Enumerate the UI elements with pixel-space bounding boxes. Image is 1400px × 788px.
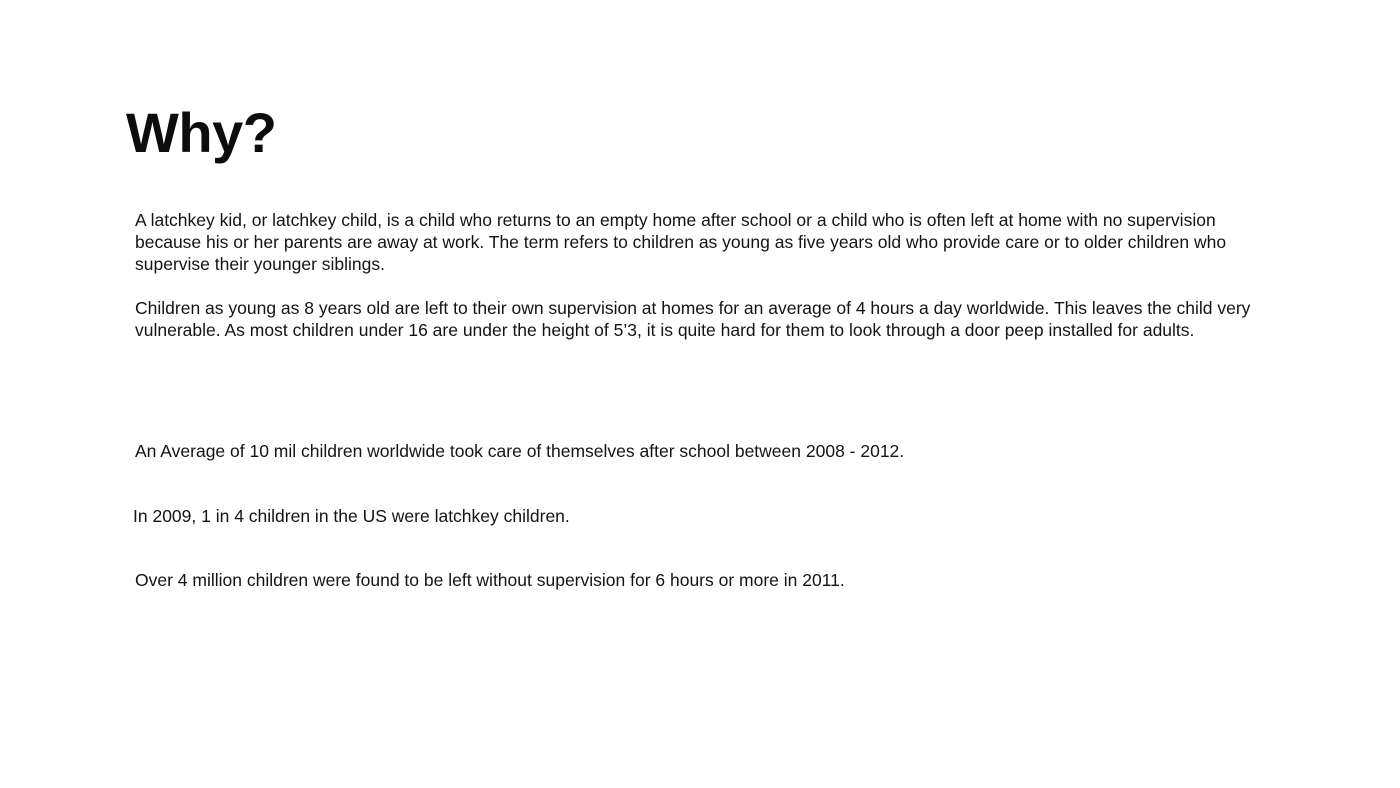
definition-paragraph: A latchkey kid, or latchkey child, is a child who returns to an empty home after school or a child who is often left at home with no supervision because his or her parents are away at work. The term refers to children as young as five years old who provide care or to older children who supervise their younger siblings. — [135, 210, 1227, 274]
stat-worldwide: An Average of 10 mil children worldwide took care of themselves after school between 2008 - 2012. — [135, 441, 905, 461]
page-title: Why? — [126, 101, 277, 164]
stat-2011: Over 4 million children were found to be left without supervision for 6 hours or more in 2011. — [135, 570, 845, 590]
stat-us-2009: In 2009, 1 in 4 children in the US were latchkey children. — [133, 506, 570, 526]
vulnerability-paragraph: Children as young as 8 years old are left to their own supervision at homes for an average of 4 hours a day worldwide. This leaves the child very vulnerable. As most children under 16 are under the height of 5’3, it is quite hard for them to look through a door peep installed for adults. — [135, 298, 1251, 340]
